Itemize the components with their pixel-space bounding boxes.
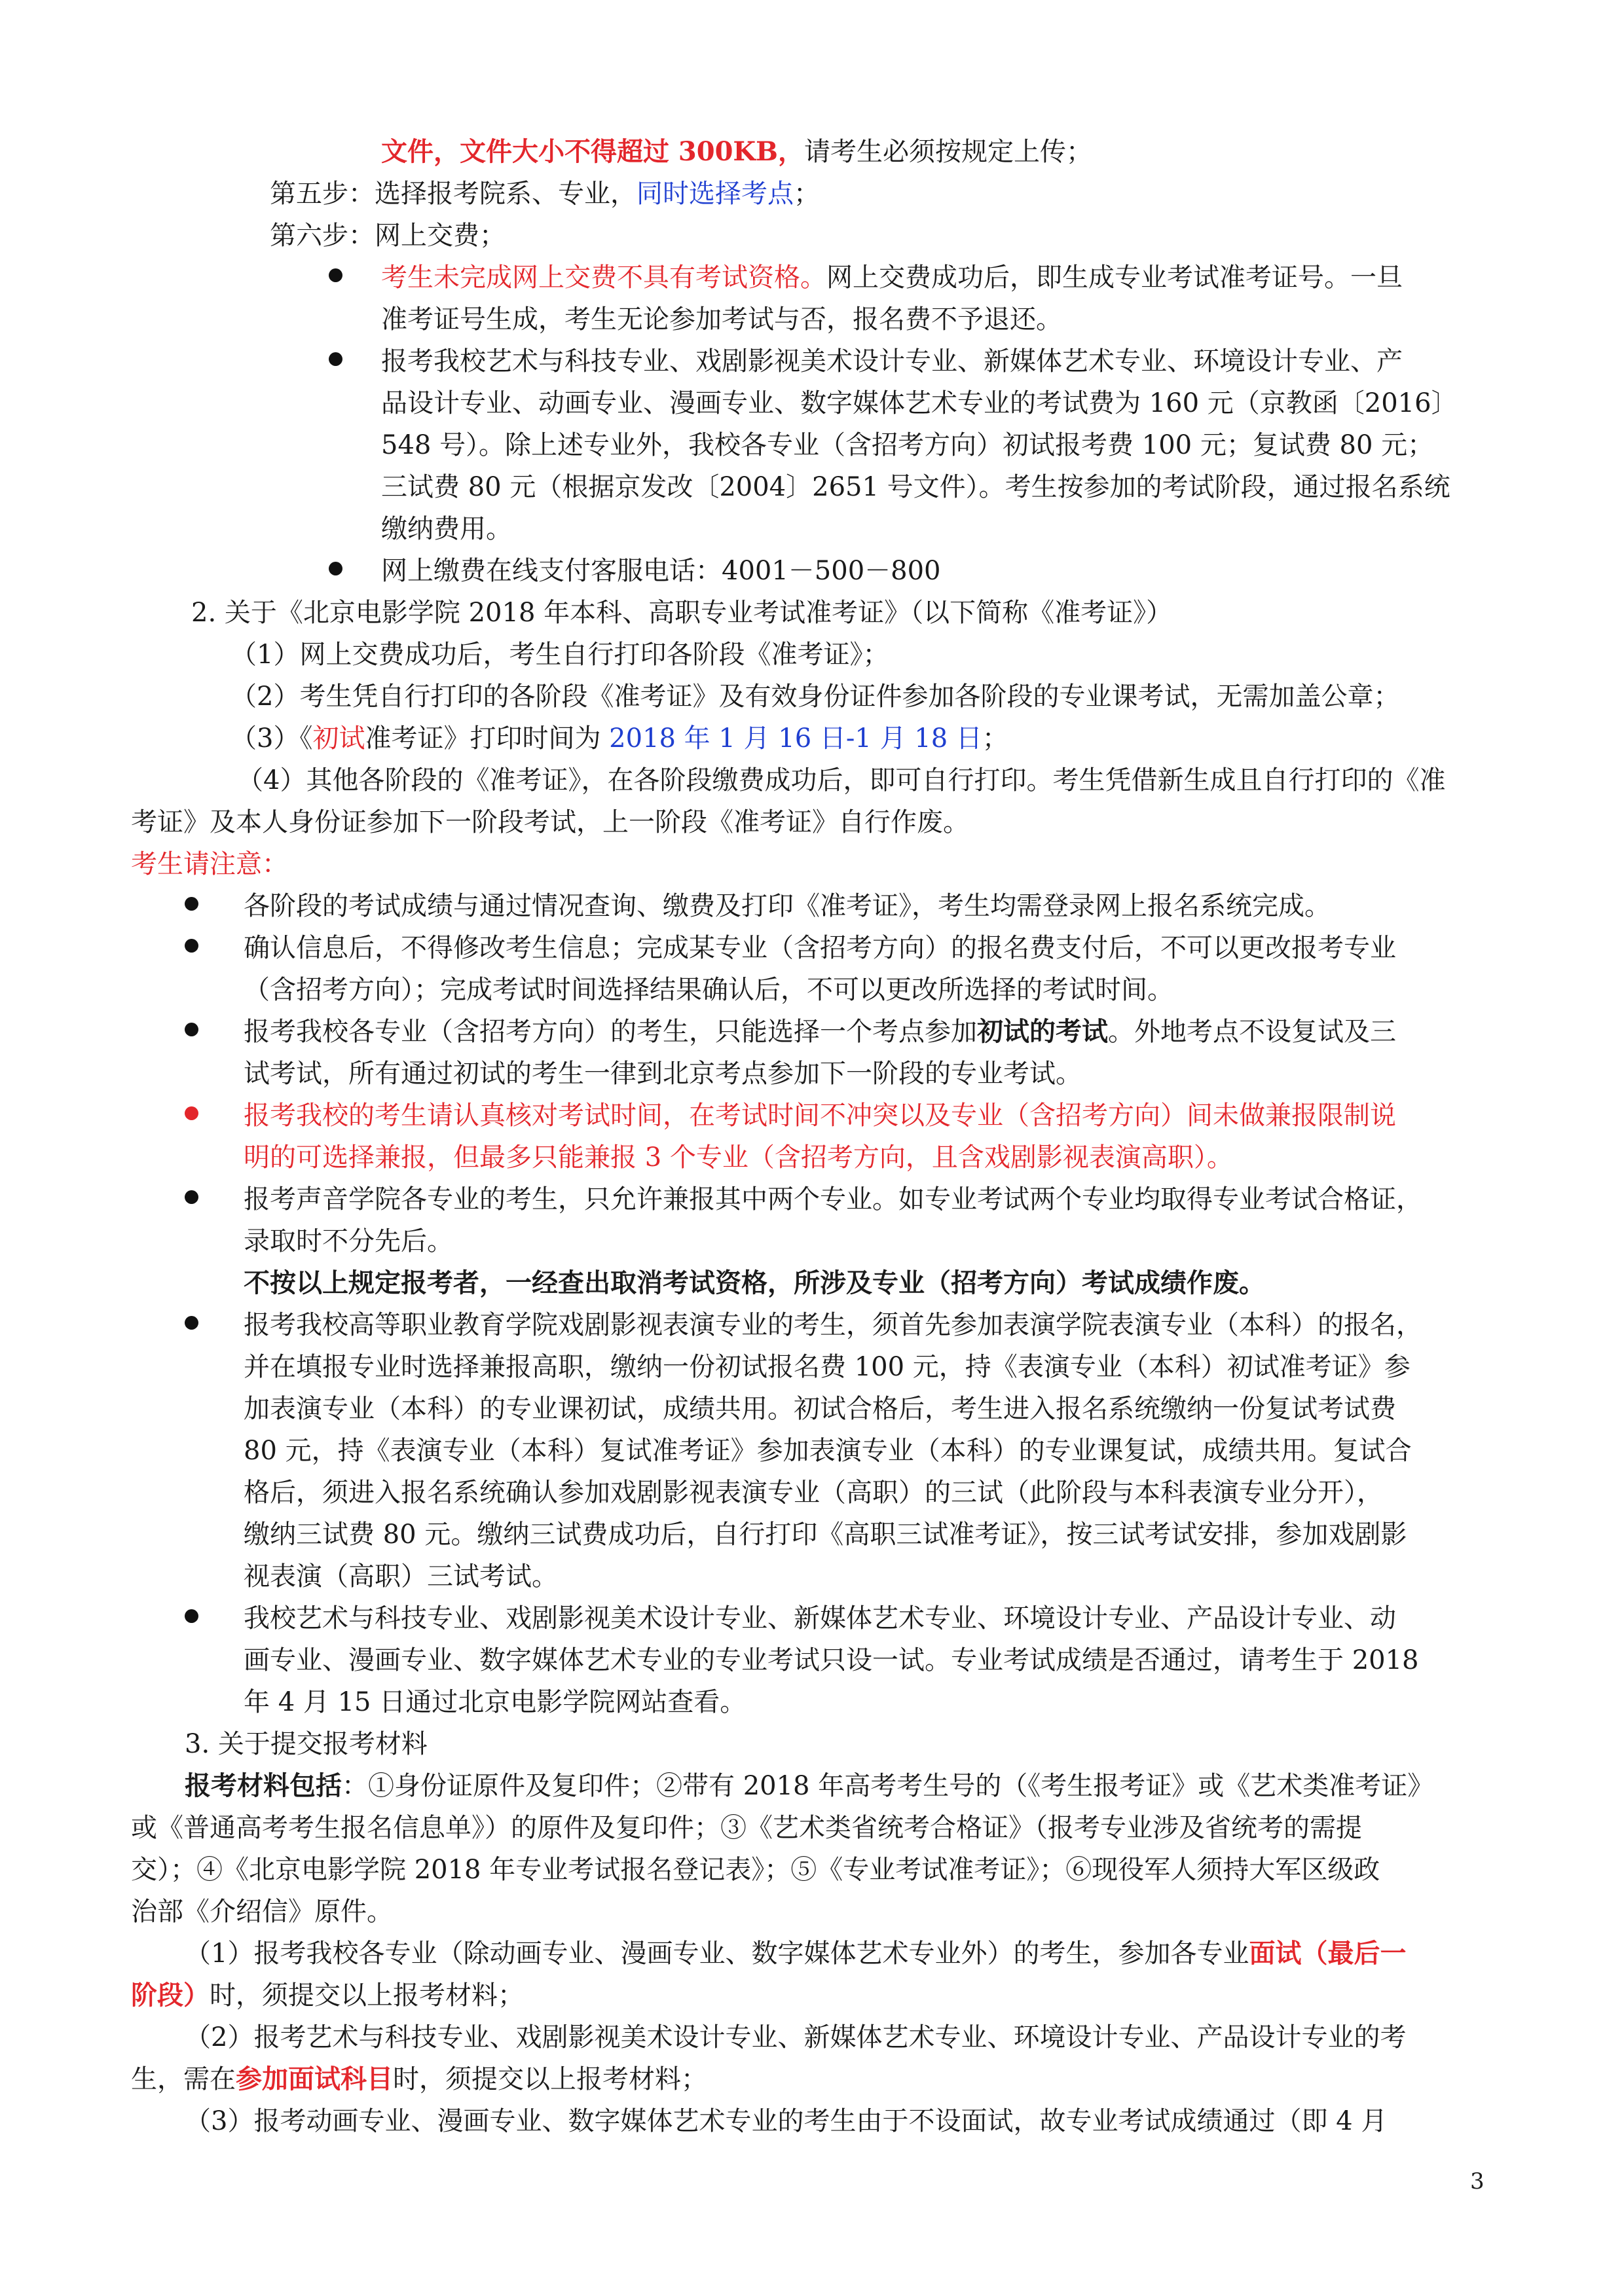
interview-stage-highlight: 面试（最后一 [1249, 1938, 1407, 1969]
file-size-limit: 文件，文件大小不得超过 300KB， [381, 136, 804, 167]
materials-item3-line1: （3）报考动画专业、漫画专业、数字媒体艺术专业的考生由于不设面试，故专业考试成绩通过（即 4 月 [185, 2106, 1388, 2136]
print-date-range: 2018 年 1 月 16 日-1 月 18 日 [600, 723, 982, 754]
notice-item7-line1: 我校艺术与科技专业、戏剧影视美术设计专业、新媒体艺术专业、环境设计专业、产品设计专业、动 [244, 1603, 1396, 1633]
bullet-icon [185, 1023, 198, 1036]
fee-bullet-line5: 缴纳费用。 [381, 514, 512, 544]
bullet-icon [329, 352, 342, 366]
notice-item7-line3: 年 4 月 15 日通过北京电影学院网站查看。 [244, 1687, 747, 1717]
notice-item6-line3: 加表演专业（本科）的专业课初试，成绩共用。初试合格后，考生进入报名系统缴纳一份复试考试费 [244, 1394, 1396, 1424]
section2-heading: 2. 关于《北京电影学院 2018 年本科、高职专业考试准考证》（以下简称《准考证》） [191, 598, 1173, 628]
bullet-icon [329, 268, 342, 282]
bullet-icon [185, 939, 198, 953]
materials-item1-line2: 阶段）时，须提交以上报考材料； [131, 1980, 524, 2011]
notice-item7-line2: 画专业、漫画专业、数字媒体艺术专业的专业考试只设一试。专业考试成绩是否通过，请考生于 2018 [244, 1645, 1419, 1675]
materials-item2-line2: 生，需在参加面试科目时，须提交以上报考材料； [131, 2064, 707, 2094]
bullet-icon [185, 1106, 198, 1120]
notice-item6-line6: 缴纳三试费 80 元。缴纳三试费成功后，自行打印《高职三试准考证》，按三试考试安排，参加戏剧影 [244, 1520, 1407, 1550]
fee-bullet-line2: 品设计专业、动画专业、漫画专业、数字媒体艺术专业的考试费为 160 元（京教函〔2016〕 [381, 388, 1458, 418]
materials-line1: 报考材料包括：①身份证原件及复印件；②带有 2018 年高考考生号的（《考生报考证》或《艺术类准考证》 [185, 1770, 1434, 1801]
section2-item3: （3）《初试准考证》打印时间为 2018 年 1 月 16 日-1 月 18 日； [231, 723, 1008, 754]
notice-item2-line2: （含招考方向）；完成考试时间选择结果确认后，不可以更改所选择的考试时间。 [244, 975, 1173, 1005]
payment-required-warning: 考生未完成网上交费不具有考试资格。 [381, 263, 826, 293]
fee-bullet-line3: 548 号）。除上述专业外，我校各专业（含招考方向）初试报考费 100 元；复试费 80 元； [381, 430, 1434, 460]
section2-item4-line2: 考证》及本人身份证参加下一阶段考试，上一阶段《准考证》自行作废。 [131, 807, 969, 837]
step-six: 第六步：网上交费； [270, 221, 506, 251]
section3-heading: 3. 关于提交报考材料 [185, 1729, 428, 1759]
notice-item5-line1: 报考声音学院各专业的考生，只允许兼报其中两个专业。如专业考试两个专业均取得专业考试合格证， [244, 1184, 1422, 1214]
payment-bullet-line2: 准考证号生成，考生无论参加考试与否，报名费不予退还。 [381, 304, 1062, 335]
bullet-icon [185, 1316, 198, 1330]
step4-continued: 文件，文件大小不得超过 300KB，请考生必须按规定上传； [381, 136, 1092, 167]
notice-item2-line1: 确认信息后，不得修改考生信息；完成某专业（含招考方向）的报名费支付后，不可以更改报考专业 [244, 933, 1396, 963]
violation-warning: 不按以上规定报考者，一经查出取消考试资格，所涉及专业（招考方向）考试成绩作废。 [244, 1267, 1265, 1298]
bullet-icon [185, 897, 198, 911]
notice-item1: 各阶段的考试成绩与通过情况查询、缴费及打印《准考证》，考生均需登录网上报名系统完成。 [244, 891, 1331, 921]
interview-subject-highlight: 参加面试科目 [236, 2064, 393, 2094]
notice-item6-line5: 格后，须进入报名系统确认参加戏剧影视表演专业（高职）的三试（此阶段与本科表演专业分开）， [244, 1478, 1383, 1508]
section2-item2: （2）考生凭自行打印的各阶段《准考证》及有效身份证件参加各阶段的专业课考试，无需加盖公章； [231, 682, 1400, 712]
page-number: 3 [1470, 2168, 1485, 2195]
fee-bullet-line4: 三试费 80 元（根据京发改〔2004〕2651 号文件）。考生按参加的考试阶段，通过报名系统 [381, 472, 1450, 502]
materials-line4: 治部《介绍信》原件。 [131, 1897, 393, 1927]
materials-item1-line1: （1）报考我校各专业（除动画专业、漫画专业、数字媒体艺术专业外）的考生，参加各专业面试（最后一 [185, 1938, 1407, 1969]
notice-item3-line2: 试考试，所有通过初试的考生一律到北京考点参加下一阶段的专业考试。 [244, 1059, 1082, 1089]
notice-item4-line1: 报考我校的考生请认真核对考试时间，在考试时间不冲突以及专业（含招考方向）间未做兼报限制说 [244, 1101, 1396, 1131]
materials-line2: 或《普通高考考生报名信息单》）的原件及复印件；③《艺术类省统考合格证》（报考专业涉及省统考的需提 [131, 1813, 1362, 1843]
payment-hotline: 网上缴费在线支付客服电话：4001－500－800 [381, 556, 941, 586]
notice-item6-line4: 80 元，持《表演专业（本科）复试准考证》参加表演专业（本科）的专业课复试，成绩共用。复试合 [244, 1436, 1412, 1466]
notice-item6-line1: 报考我校高等职业教育学院戏剧影视表演专业的考生，须首先参加表演学院表演专业（本科）的报名， [244, 1310, 1422, 1340]
notice-item6-line2: 并在填报专业时选择兼报高职，缴纳一份初试报名费 100 元，持《表演专业（本科）初试准考证》参 [244, 1352, 1411, 1382]
materials-line3: 交）；④《北京电影学院 2018 年专业考试报名登记表》；⑤《专业考试准考证》；⑥现役军人须持大军区级政 [131, 1855, 1380, 1885]
bullet-icon [185, 1190, 198, 1204]
notice-item5-line2: 录取时不分先后。 [244, 1226, 453, 1256]
bullet-icon [185, 1609, 198, 1623]
bullet-icon [329, 562, 342, 575]
notice-item6-line7: 视表演（高职）三试考试。 [244, 1561, 558, 1592]
payment-bullet-line1: 考生未完成网上交费不具有考试资格。网上交费成功后，即生成专业考试准考证号。一旦 [381, 263, 1403, 293]
notice-item4-line2: 明的可选择兼报，但最多只能兼报 3 个专业（含招考方向，且含戏剧影视表演高职）。 [244, 1142, 1233, 1173]
select-exam-site-highlight: 同时选择考点 [637, 179, 794, 209]
notice-item3-line1: 报考我校各专业（含招考方向）的考生，只能选择一个考点参加初试的考试。外地考点不设复试及三 [244, 1016, 1396, 1047]
section2-item1: （1）网上交费成功后，考生自行打印各阶段《准考证》； [231, 640, 889, 670]
materials-item2-line1: （2）报考艺术与科技专业、戏剧影视美术设计专业、新媒体艺术专业、环境设计专业、产品设计专业的考 [185, 2022, 1407, 2052]
notice-title: 考生请注意： [131, 849, 288, 879]
section2-item4-line1: （4）其他各阶段的《准考证》，在各阶段缴费成功后，即可自行打印。考生凭借新生成且自行打印的《准 [237, 765, 1446, 795]
step-five: 第五步：选择报考院系、专业，同时选择考点； [270, 179, 820, 209]
fee-bullet-line1: 报考我校艺术与科技专业、戏剧影视美术设计专业、新媒体艺术专业、环境设计专业、产 [381, 346, 1403, 376]
